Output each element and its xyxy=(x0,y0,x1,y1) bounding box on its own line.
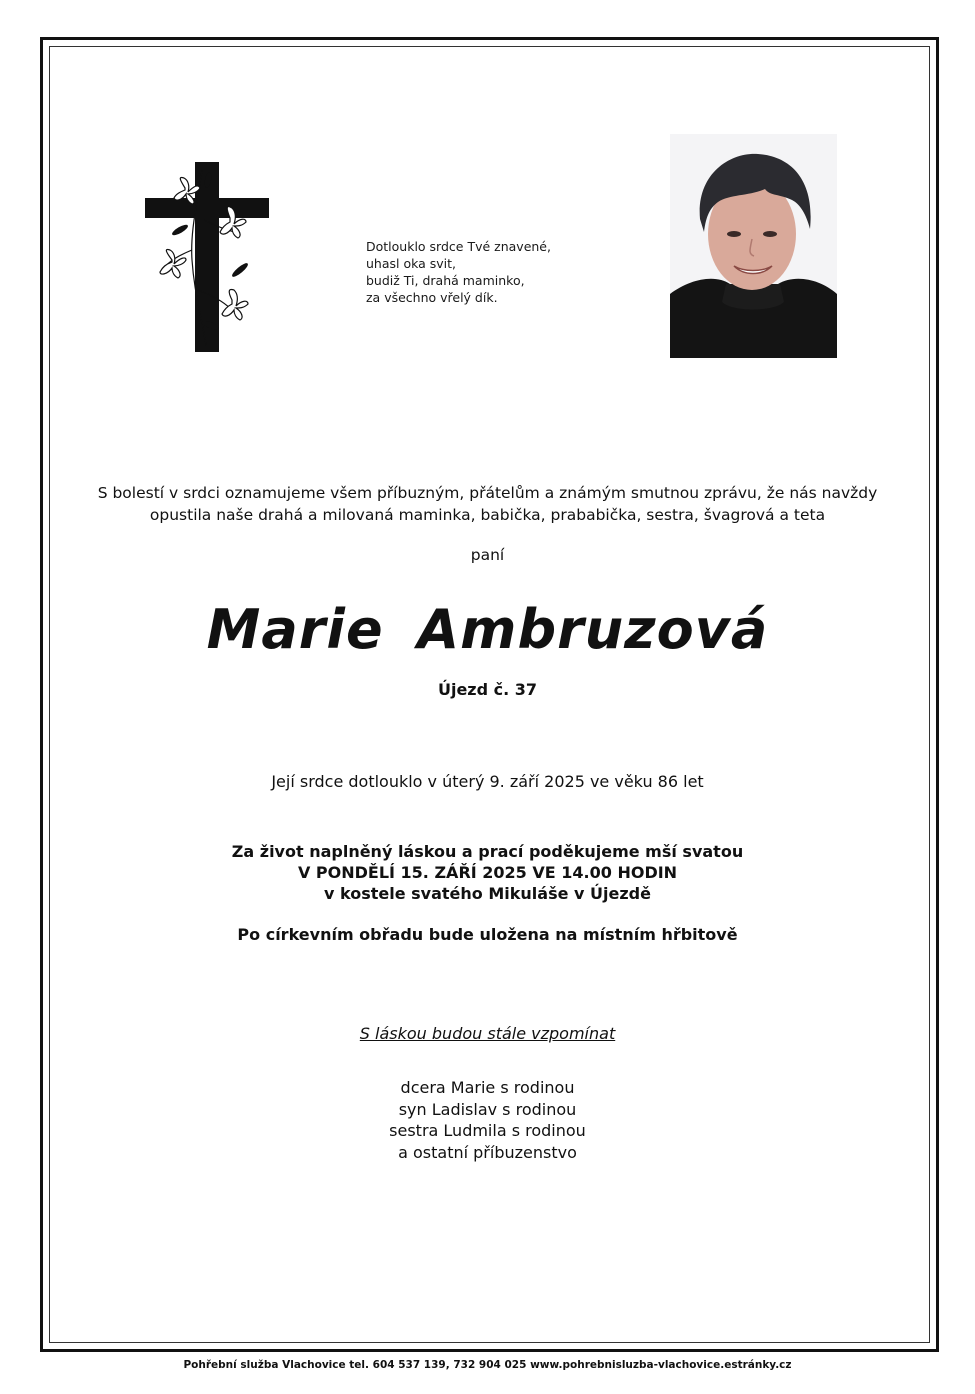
poem-line: za všechno vřelý dík. xyxy=(366,290,498,305)
honorific: paní xyxy=(470,546,505,564)
announcement-line: S bolestí v srdci oznamujeme všem příbuzným, přátelům a známým smutnou zprávu, že nás navždy xyxy=(97,484,878,502)
poem-line: uhasl oka svit, xyxy=(366,256,457,271)
announcement-line: opustila naše drahá a milovaná maminka, babička, prababička, sestra, švagrová a teta xyxy=(149,506,826,524)
funeral-service-footer: Pohřební služba Vlachovice tel. 604 537 139, 732 904 025 www.pohrebnisluzba-vlachovice.estránky.cz xyxy=(183,1359,792,1371)
deceased-name xyxy=(60,598,915,661)
memorial-poem xyxy=(366,238,626,306)
poem-line: Dotlouklo srdce Tvé znavené, xyxy=(366,239,551,254)
funeral-date: V PONDĚLÍ 15. ZÁŘÍ 2025 VE 14.00 HODIN xyxy=(297,863,678,882)
burial-notice: Po církevním obřadu bude uložena na místním hřbitově xyxy=(237,925,738,944)
mourner-item: dcera Marie s rodinou xyxy=(400,1078,575,1097)
mourner-item: syn Ladislav s rodinou xyxy=(398,1099,577,1119)
poem-line: budiž Ti, drahá maminko, xyxy=(366,273,525,288)
funeral-details xyxy=(60,841,915,904)
announcement-text xyxy=(60,482,915,526)
first-name: Marie xyxy=(206,598,384,661)
last-name: Ambruzová xyxy=(417,598,769,661)
deceased-address: Újezd č. 37 xyxy=(437,680,538,699)
portrait-photo xyxy=(670,134,837,358)
cross-with-lilies-icon xyxy=(140,160,275,355)
mourner-item: sestra Ludmila s rodinou xyxy=(389,1121,586,1140)
remembrance-heading: S láskou budou stále vzpomínat xyxy=(359,1024,616,1043)
death-notice: Její srdce dotlouklo v úterý 9. září 2025 ve věku 86 let xyxy=(271,772,704,791)
funeral-location: v kostele svatého Mikuláše v Újezdě xyxy=(324,884,651,903)
mourners-list xyxy=(60,1077,915,1163)
mourner-item: a ostatní příbuzenstvo xyxy=(398,1142,577,1162)
funeral-line: Za život naplněný láskou a prací poděkujeme mší svatou xyxy=(231,842,744,861)
